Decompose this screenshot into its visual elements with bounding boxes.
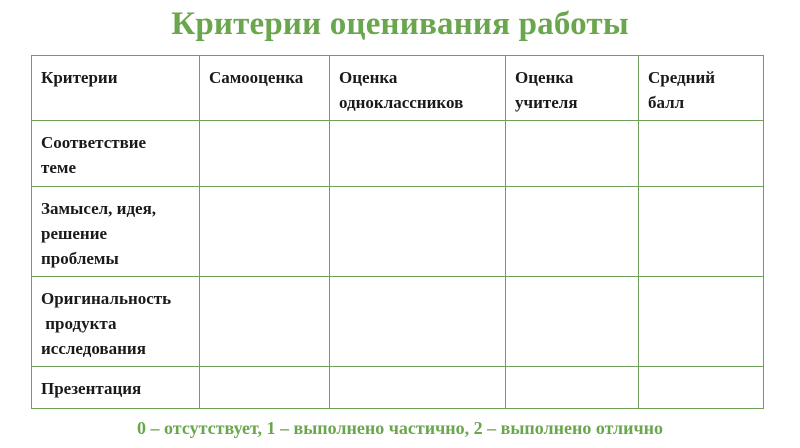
- criterion-cell: Замысел, идея, решение проблемы: [32, 187, 200, 277]
- average-score-cell[interactable]: [639, 187, 764, 277]
- page-title: Критерии оценивания работы: [171, 6, 629, 42]
- criterion-cell: Соответствие теме: [32, 121, 200, 187]
- table-row: [32, 187, 764, 277]
- table-row: [32, 277, 764, 367]
- self-score-cell[interactable]: [200, 121, 330, 187]
- peer-score-cell[interactable]: [330, 367, 506, 409]
- header-row: [32, 56, 764, 121]
- teacher-score-cell[interactable]: [506, 277, 639, 367]
- header-self-assessment: Самооценка: [200, 56, 330, 121]
- average-score-cell[interactable]: [639, 121, 764, 187]
- teacher-score-cell[interactable]: [506, 367, 639, 409]
- criteria-table: [31, 55, 764, 409]
- teacher-score-cell[interactable]: [506, 121, 639, 187]
- header-criteria: Критерии: [32, 56, 200, 121]
- header-teacher-assessment: Оценка учителя: [506, 56, 639, 121]
- table-row: [32, 367, 764, 409]
- peer-score-cell[interactable]: [330, 121, 506, 187]
- peer-score-cell[interactable]: [330, 277, 506, 367]
- criterion-cell: Презентация: [32, 367, 200, 409]
- criterion-cell: Оригинальность продукта исследования: [32, 277, 200, 367]
- teacher-score-cell[interactable]: [506, 187, 639, 277]
- scoring-legend: 0 – отсутствует, 1 – выполнено частично, 2 – выполнено отлично: [137, 418, 663, 438]
- average-score-cell[interactable]: [639, 367, 764, 409]
- self-score-cell[interactable]: [200, 187, 330, 277]
- average-score-cell[interactable]: [639, 277, 764, 367]
- peer-score-cell[interactable]: [330, 187, 506, 277]
- self-score-cell[interactable]: [200, 367, 330, 409]
- self-score-cell[interactable]: [200, 277, 330, 367]
- table-row: [32, 121, 764, 187]
- header-peer-assessment: Оценка одноклассников: [330, 56, 506, 121]
- header-average-score: Средний балл: [639, 56, 764, 121]
